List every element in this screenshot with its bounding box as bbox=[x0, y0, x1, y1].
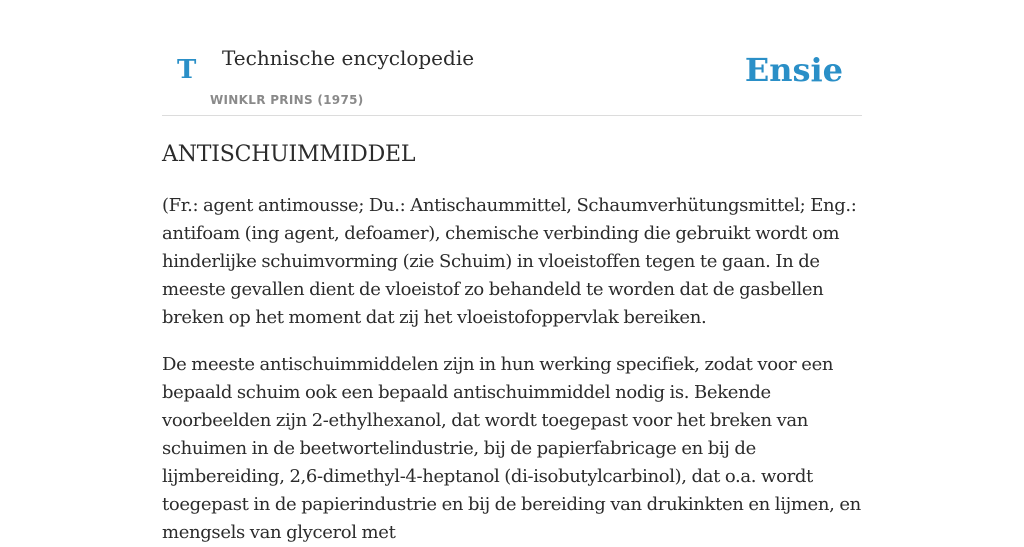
encyclopedia-subtitle: WINKLR PRINS (1975) bbox=[210, 93, 364, 107]
article-title: ANTISCHUIMMIDDEL bbox=[162, 142, 416, 167]
site-header bbox=[162, 28, 862, 116]
encyclopedia-logo[interactable]: T bbox=[177, 55, 197, 85]
ensie-brand-logo[interactable]: Ensie bbox=[744, 51, 843, 89]
encyclopedia-title-link[interactable]: Technische encyclopedie bbox=[222, 46, 475, 70]
article-paragraph: (Fr.: agent antimousse; Du.: Antischaummittel, Schaumverhütungsmittel; Eng.: antifoam (ing agent, defoamer), chemische verbinding die gebruikt wordt om hinderlijke schuimvorming (zie Schuim) in vloeistoffen tegen te gaan. In de meeste gevallen dient de vloeistof zo behandeld te worden dat de gasbellen breken op het moment dat zij het vloeistofoppervlak bereiken. bbox=[162, 195, 857, 328]
article-paragraph: De meeste antischuimmiddelen zijn in hun werking specifiek, zodat voor een bepaald schuim ook een bepaald antischuimmiddel nodig is. Bekende voorbeelden zijn 2-ethylhexanol, dat wordt toegepast voor het breken van schuimen in de beetwortelindustrie, bij de papierfabricage en bij de lijmbereiding, 2,6-dimethyl-4-heptanol (di-isobutylcarbinol), dat o.a. wordt toegepast in de papierindustrie en bij de bereiding van drukinkten en lijmen, en mengsels van glycerol met bbox=[162, 354, 861, 543]
article bbox=[162, 139, 862, 543]
